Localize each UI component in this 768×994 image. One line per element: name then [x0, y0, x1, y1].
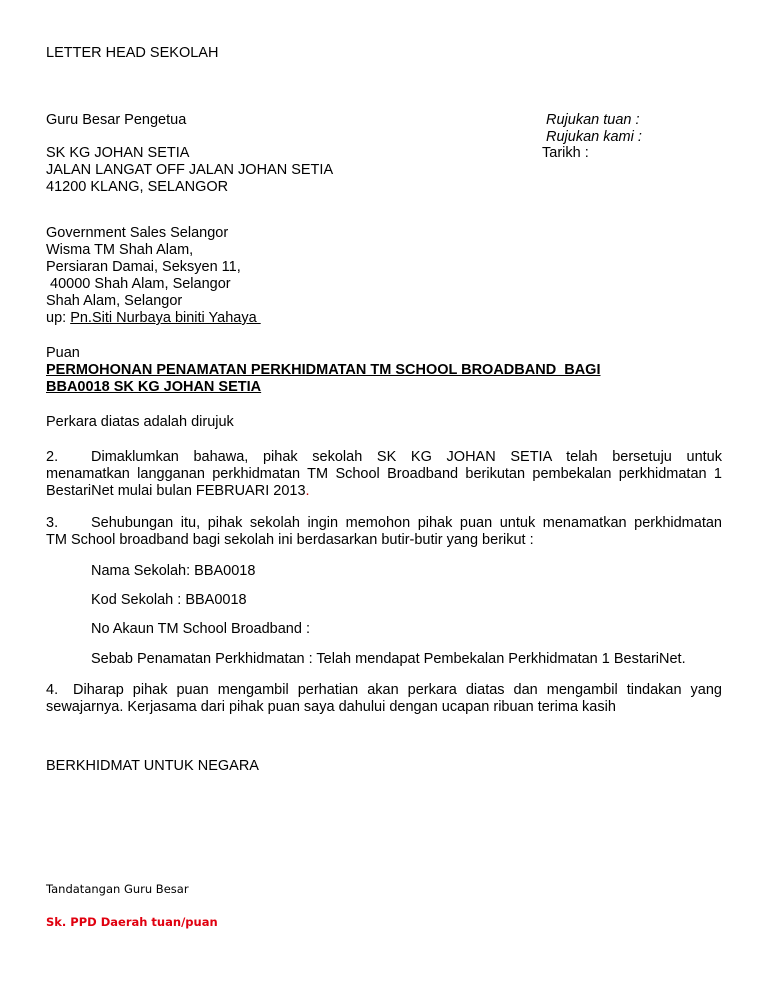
para2-line1	[46, 449, 722, 466]
attention-name: Pn.Siti Nurbaya biniti Yahaya	[70, 310, 261, 326]
cc-line: Sk. PPD Daerah tuan/puan	[46, 915, 218, 929]
para3-line1-text: Sehubungan itu, pihak sekolah ingin memohon pihak puan untuk menamatkan perkhidmatan	[91, 515, 722, 531]
sender-address-line1: JALAN LANGAT OFF JALAN JOHAN SETIA	[46, 162, 334, 178]
subject-line1: PERMOHONAN PENAMATAN PERKHIDMATAN TM SCHOOL BROADBAND BAGI	[46, 362, 601, 378]
recipient-address	[46, 225, 261, 327]
paragraph-3	[46, 515, 722, 549]
paragraph-2	[46, 449, 722, 500]
para3-line2: TM School broadband bagi sekolah ini berdasarkan butir-butir yang berikut :	[46, 532, 534, 548]
letterhead: LETTER HEAD SEKOLAH	[46, 45, 219, 61]
detail-school-code: Kod Sekolah : BBA0018	[91, 592, 247, 608]
para4-line1	[46, 682, 722, 699]
sender-address-line2: 41200 KLANG, SELANGOR	[46, 179, 229, 195]
recipient-attention	[46, 310, 261, 327]
sender-title: Guru Besar Pengetua	[46, 112, 187, 128]
recipient-line4: 40000 Shah Alam, Selangor	[46, 276, 231, 292]
attention-prefix: up:	[46, 310, 71, 326]
your-reference-label: Rujukan tuan :	[546, 112, 640, 128]
para2-number: 2.	[46, 449, 59, 465]
intro-line: Perkara diatas adalah dirujuk	[46, 414, 234, 430]
subject-line2: BBA0018 SK KG JOHAN SETIA	[46, 379, 262, 395]
para3-number: 3.	[46, 515, 59, 531]
our-reference-label: Rujukan kami :	[546, 129, 642, 145]
date-label: Tarikh :	[542, 145, 589, 161]
para2-line1-text: Dimaklumkan bahawa, pihak sekolah SK KG JOHAN SETIA telah bersetuju untuk	[91, 449, 722, 465]
recipient-line1: Government Sales Selangor	[46, 225, 229, 241]
sender-school: SK KG JOHAN SETIA	[46, 145, 190, 161]
para4-line2: sewajarnya. Kerjasama dari pihak puan saya dahului dengan ucapan ribuan terima kasih	[46, 699, 616, 715]
salutation: Puan	[46, 345, 80, 361]
sender-address	[46, 145, 333, 196]
recipient-line3: Persiaran Damai, Seksyen 11,	[46, 259, 241, 275]
recipient-line2: Wisma TM Shah Alam,	[46, 242, 194, 258]
motto: BERKHIDMAT UNTUK NEGARA	[46, 758, 259, 774]
detail-school-name: Nama Sekolah: BBA0018	[91, 563, 256, 579]
paragraph-4	[46, 682, 722, 716]
para2-line3-end: .	[305, 483, 310, 499]
detail-reason: Sebab Penamatan Perkhidmatan : Telah mendapat Pembekalan Perkhidmatan 1 BestariNet.	[91, 651, 686, 667]
para4-number: 4.	[46, 682, 59, 698]
para2-line2: menamatkan langganan perkhidmatan TM School Broadband berikutan pembekalan perkhidmatan 1	[46, 466, 722, 482]
reference-block	[546, 112, 642, 146]
para4-line1-text: Diharap pihak puan mengambil perhatian akan perkara diatas dan mengambil tindakan yang	[73, 682, 722, 698]
para2-line3	[46, 483, 722, 500]
detail-account-no: No Akaun TM School Broadband :	[91, 621, 310, 637]
subject	[46, 362, 600, 396]
signature-label: Tandatangan Guru Besar	[46, 882, 189, 896]
recipient-line5: Shah Alam, Selangor	[46, 293, 183, 309]
para3-line1	[46, 515, 722, 532]
para2-line3-text: BestariNet mulai bulan FEBRUARI 2013	[46, 483, 306, 499]
